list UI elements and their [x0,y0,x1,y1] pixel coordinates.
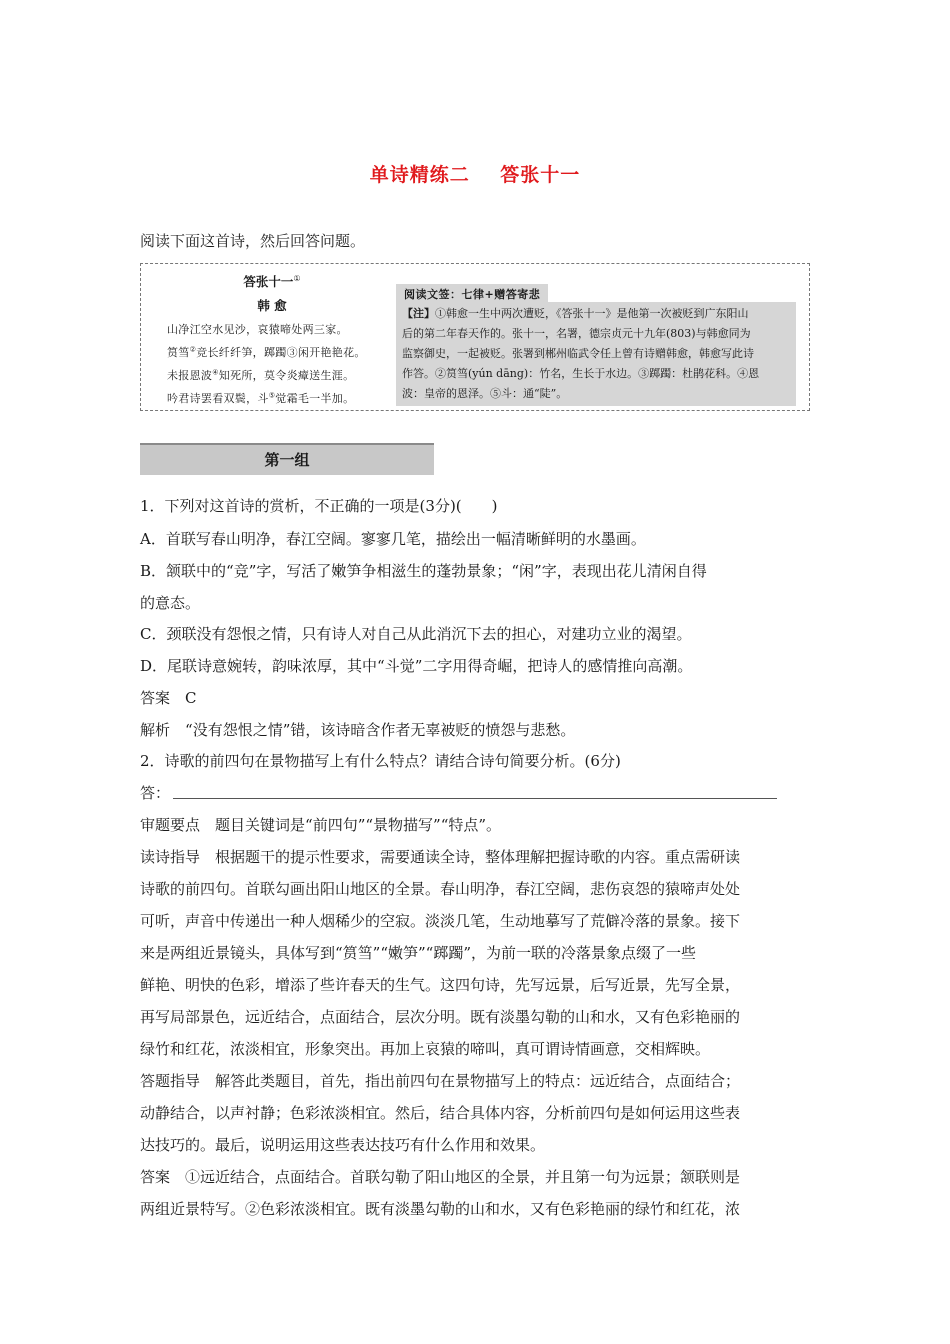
reading-guide-line: 绿竹和红花，浓淡相宜，形象突出。再加上哀猿的啼叫，真可谓诗情画意，交相辉映。 [140,1040,711,1058]
question-2-answer-line: 两组近景特写。②色彩浓淡相宜。既有淡墨勾勒的山和水，又有色彩艳丽的绿竹和红花，浓 [140,1200,741,1218]
answer-line [173,798,777,799]
note-line: 【注】①韩愈一生中两次遭贬，《答张十一》是他第一次被贬到广东阳山 [402,307,749,320]
poem-line: 筼筜②竞长纤纤笋，踯躅③闲开艳艳花。 [167,345,366,359]
question-1-answer: 答案 C [140,689,197,707]
poem [167,272,377,406]
answer-guide-line: 动静结合，以声衬静；色彩浓淡相宜。然后，结合具体内容，分析前四句是如何运用这些表 [140,1104,741,1122]
question-2-answer-line: 答案 ①远近结合，点面结合。首联勾勒了阳山地区的全景，并且第一句为远景；颔联则是 [140,1168,741,1186]
poem-line: 未报恩波④知死所，莫令炎瘴送生涯。 [167,368,355,382]
note-line: 作答。②筼筜(yún dāng)：竹名，生长于水边。③踯躅：杜鹃花科。④恩 [402,367,760,380]
note-line: 波：皇帝的恩泽。⑤斗：通“陡”。 [402,387,568,400]
option-d: D．尾联诗意婉转，韵味浓厚，其中“斗觉”二字用得奇崛，把诗人的感情推向高潮。 [140,657,693,675]
poem-title: 答张十一① [243,273,301,289]
question-1-stem: 1．下列对这首诗的赏析，不正确的一项是(3分)( ) [140,497,498,515]
poem-author: 韩 愈 [257,298,287,313]
page-title: 单诗精练二 答张十一 [369,164,581,186]
option-b: B．颔联中的“竞”字，写活了嫩笋争相滋生的蓬勃景象；“闲”字，表现出花儿清闲自得 [140,562,707,580]
poem-notes [396,302,796,406]
answer-guide-line: 达技巧的。最后，说明运用这些表达技巧有什么作用和效果。 [140,1136,546,1154]
poem-line: 山净江空水见沙，哀猿啼处两三家。 [167,323,348,336]
question-2-stem: 2．诗歌的前四句在景物描写上有什么特点？请结合诗句简要分析。(6分) [140,752,621,770]
answer-prompt: 答： [140,784,171,802]
option-b-continued: 的意态。 [140,594,201,612]
question-1-analysis: 解析 “没有怨恨之情”错，该诗暗含作者无辜被贬的愤怨与悲愁。 [140,721,576,739]
reading-guide-line: 鲜艳、明快的色彩，增添了些许春天的生气。这四句诗，先写远景，后写近景，先写全景， [140,976,741,994]
poem-box [140,263,810,411]
note-line: 后的第二年春天作的。张十一，名署，德宗贞元十九年(803)与韩愈同为 [402,327,751,340]
answer-guide-line: 答题指导 解答此类题目，首先，指出前四句在景物描写上的特点：远近结合，点面结合； [140,1072,741,1090]
note-tag: 【注】 [402,307,435,320]
reading-tag: 阅读文签：七律+赠答寄悲 [396,284,548,304]
review-points: 审题要点 题目关键词是“前四句”“景物描写”“特点”。 [140,816,502,834]
option-a: A．首联写春山明净，春江空阔。寥寥几笔，描绘出一幅清晰鲜明的水墨画。 [140,530,646,548]
reading-guide-line: 来是两组近景镜头，具体写到“筼筜”“嫩笋”“踯躅”，为前一联的冷落景象点缀了一些 [140,944,697,962]
reading-guide-line: 再写局部景色，远近结合，点面结合，层次分明。既有淡墨勾勒的山和水，又有色彩艳丽的 [140,1008,741,1026]
reading-instruction: 阅读下面这首诗，然后回答问题。 [140,232,366,250]
option-c: C．颈联没有怨恨之情，只有诗人对自己从此消沉下去的担心，对建功立业的渴望。 [140,625,692,643]
group-heading: 第一组 [140,443,434,475]
reading-guide-line: 可听，声音中传递出一种人烟稀少的空寂。淡淡几笔，生动地摹写了荒僻冷落的景象。接下 [140,912,741,930]
reading-guide-line: 读诗指导 根据题干的提示性要求，需要通读全诗，整体理解把握诗歌的内容。重点需研读 [140,848,741,866]
poem-line: 吟君诗罢看双鬓，斗⑤觉霜毛一半加。 [167,391,355,405]
reading-guide-line: 诗歌的前四句。首联勾画出阳山地区的全景。春山明净，春江空阔，悲伤哀怨的猿啼声处处 [140,880,741,898]
note-line: 监察御史，一起被贬。张署到郴州临武令任上曾有诗赠韩愈，韩愈写此诗 [402,347,754,360]
